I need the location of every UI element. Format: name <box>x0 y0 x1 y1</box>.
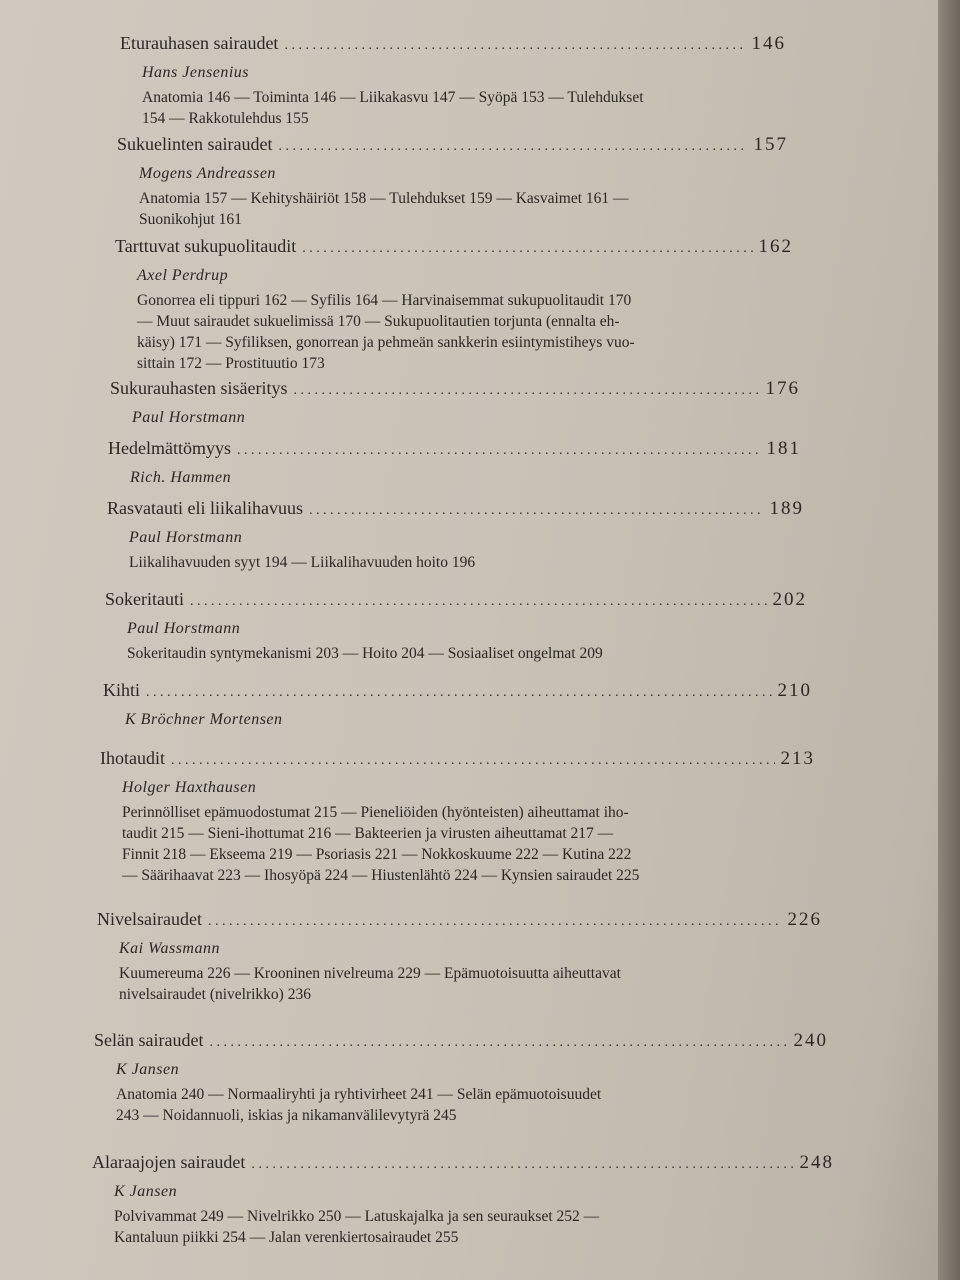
dot-leader <box>237 440 761 462</box>
dot-leader <box>209 1032 787 1054</box>
entry-title-row <box>97 908 822 933</box>
entry-author: Axel Perdrup <box>137 267 229 284</box>
entry-subtopics <box>139 188 788 230</box>
entry-page-number: 162 <box>758 236 793 257</box>
dot-leader <box>251 1154 793 1176</box>
entry-title: Eturauhasen sairaudet <box>120 33 279 53</box>
entry-author: Paul Horstmann <box>127 620 241 637</box>
entry-title: Kihti <box>103 680 141 700</box>
entry-page-number: 181 <box>766 438 801 459</box>
entry-author: Holger Haxthausen <box>122 779 257 796</box>
dot-leader <box>309 500 764 522</box>
entry-title: Sokeritauti <box>105 589 184 609</box>
entry-title: Selän sairaudet <box>94 1030 204 1050</box>
subtopic-line: Finnit 218 — Ekseema 219 — Psoriasis 221 — Nokkoskuume 222 — Kutina 222 <box>122 846 632 863</box>
subtopic-line: Kuumereuma 226 — Krooninen nivelreuma 229 — Epämuotoisuutta aiheuttavat <box>119 965 621 982</box>
toc-entry <box>120 32 786 129</box>
subtopic-line: Anatomia 240 — Normaaliryhti ja ryhtivirheet 241 — Selän epämuotoisuudet <box>116 1086 602 1103</box>
toc-entry <box>110 377 800 428</box>
dot-leader <box>284 35 745 57</box>
entry-title-row <box>107 497 804 522</box>
entry-page-number: 189 <box>769 498 804 519</box>
subtopic-line: sittain 172 — Prostituutio 173 <box>137 355 325 372</box>
subtopic-line: Suonikohjut 161 <box>139 211 242 228</box>
entry-title-row <box>108 437 801 462</box>
toc-entry <box>103 679 812 730</box>
subtopic-line: Liikalihavuuden syyt 194 — Liikalihavuuden hoito 196 <box>129 554 476 571</box>
entry-author: Kai Wassmann <box>119 940 220 957</box>
entry-title-row <box>103 679 812 704</box>
entry-title-row <box>115 235 793 260</box>
entry-title: Rasvatauti eli liikalihavuus <box>107 498 303 518</box>
entry-title-row <box>92 1151 834 1176</box>
toc-entry <box>100 747 815 886</box>
entry-page-number: 202 <box>772 589 807 610</box>
subtopic-line: Anatomia 146 — Toiminta 146 — Liikakasvu 147 — Syöpä 153 — Tulehdukset <box>142 89 644 106</box>
toc-entry <box>105 588 807 664</box>
subtopic-line: Sokeritaudin syntymekanismi 203 — Hoito 204 — Sosiaaliset ongelmat 209 <box>127 645 603 662</box>
entry-title: Ihotaudit <box>100 748 165 768</box>
entry-title: Tarttuvat sukupuolitaudit <box>115 236 297 256</box>
entry-author: K Bröchner Mortensen <box>125 711 283 728</box>
entry-author: Hans Jensenius <box>142 64 249 81</box>
entry-title: Alaraajojen sairaudet <box>92 1152 246 1172</box>
entry-title-row <box>110 377 800 402</box>
dot-leader <box>293 380 759 402</box>
entry-title-row <box>120 32 786 57</box>
subtopic-line: Kantaluun piikki 254 — Jalan verenkiertosairaudet 255 <box>114 1229 459 1246</box>
entry-title-row <box>100 747 815 772</box>
entry-title-row <box>94 1029 828 1054</box>
subtopic-line: Polvivammat 249 — Nivelrikko 250 — Latuskajalka ja sen seuraukset 252 — <box>114 1208 600 1225</box>
entry-subtopics <box>142 87 786 129</box>
entry-title-row <box>105 588 807 613</box>
entry-page-number: 210 <box>777 680 812 701</box>
subtopic-line: 154 — Rakkotulehdus 155 <box>142 110 309 127</box>
entry-title-row <box>117 133 788 158</box>
subtopic-line: 243 — Noidannuoli, iskias ja nikamanvälilevytyrä 245 <box>116 1107 457 1124</box>
entry-page-number: 248 <box>799 1152 834 1173</box>
entry-title: Hedelmättömyys <box>108 438 231 458</box>
entry-author: Paul Horstmann <box>132 409 246 426</box>
subtopic-line: — Muut sairaudet sukuelimissä 170 — Sukupuolitautien torjunta (ennalta eh- <box>137 313 620 330</box>
entry-subtopics <box>114 1206 834 1248</box>
entry-page-number: 146 <box>751 33 786 54</box>
subtopic-line: — Säärihaavat 223 — Ihosyöpä 224 — Hiustenlähtö 224 — Kynsien sairaudet 225 <box>122 867 640 884</box>
toc-entry <box>94 1029 828 1126</box>
toc-entry <box>108 437 801 488</box>
entry-subtopics <box>116 1084 828 1126</box>
subtopic-line: taudit 215 — Sieni-ihottumat 216 — Bakteerien ja virusten aiheuttamat 217 — <box>122 825 614 842</box>
page-edge <box>938 0 960 1280</box>
dot-leader <box>146 682 771 704</box>
entry-page-number: 240 <box>793 1030 828 1051</box>
entry-subtopics <box>127 643 807 664</box>
toc-entry <box>92 1151 834 1248</box>
toc-entry <box>97 908 822 1005</box>
dot-leader <box>278 136 747 158</box>
entry-author: K Jansen <box>116 1061 180 1078</box>
dot-leader <box>302 238 752 260</box>
entry-page-number: 176 <box>765 378 800 399</box>
subtopic-line: nivelsairaudet (nivelrikko) 236 <box>119 986 311 1003</box>
entry-page-number: 213 <box>780 748 815 769</box>
entry-page-number: 226 <box>787 909 822 930</box>
dot-leader <box>171 750 775 772</box>
entry-subtopics <box>122 802 815 886</box>
entry-author: Paul Horstmann <box>129 529 243 546</box>
toc-entry <box>117 133 788 230</box>
entry-subtopics <box>137 290 793 374</box>
entry-author: Rich. Hammen <box>130 469 232 486</box>
entry-author: K Jansen <box>114 1183 178 1200</box>
subtopic-line: Gonorrea eli tippuri 162 — Syfilis 164 — Harvinaisemmat sukupuolitaudit 170 <box>137 292 632 309</box>
toc-entry <box>115 235 793 374</box>
subtopic-line: Anatomia 157 — Kehityshäiriöt 158 — Tulehdukset 159 — Kasvaimet 161 — <box>139 190 629 207</box>
dot-leader <box>208 911 782 933</box>
subtopic-line: Perinnölliset epämuodostumat 215 — Pieneliöiden (hyönteisten) aiheuttamat iho- <box>122 804 629 821</box>
entry-title: Nivelsairaudet <box>97 909 202 929</box>
entry-subtopics <box>129 552 804 573</box>
entry-title: Sukurauhasten sisäeritys <box>110 378 288 398</box>
entry-title: Sukuelinten sairaudet <box>117 134 273 154</box>
subtopic-line: käisy) 171 — Syfiliksen, gonorrean ja pehmeän sankkerin esiintymistiheys vuo- <box>137 334 635 351</box>
entry-subtopics <box>119 963 822 1005</box>
toc-entry <box>107 497 804 573</box>
entry-page-number: 157 <box>753 134 788 155</box>
entry-author: Mogens Andreassen <box>139 165 276 182</box>
dot-leader <box>190 591 767 613</box>
